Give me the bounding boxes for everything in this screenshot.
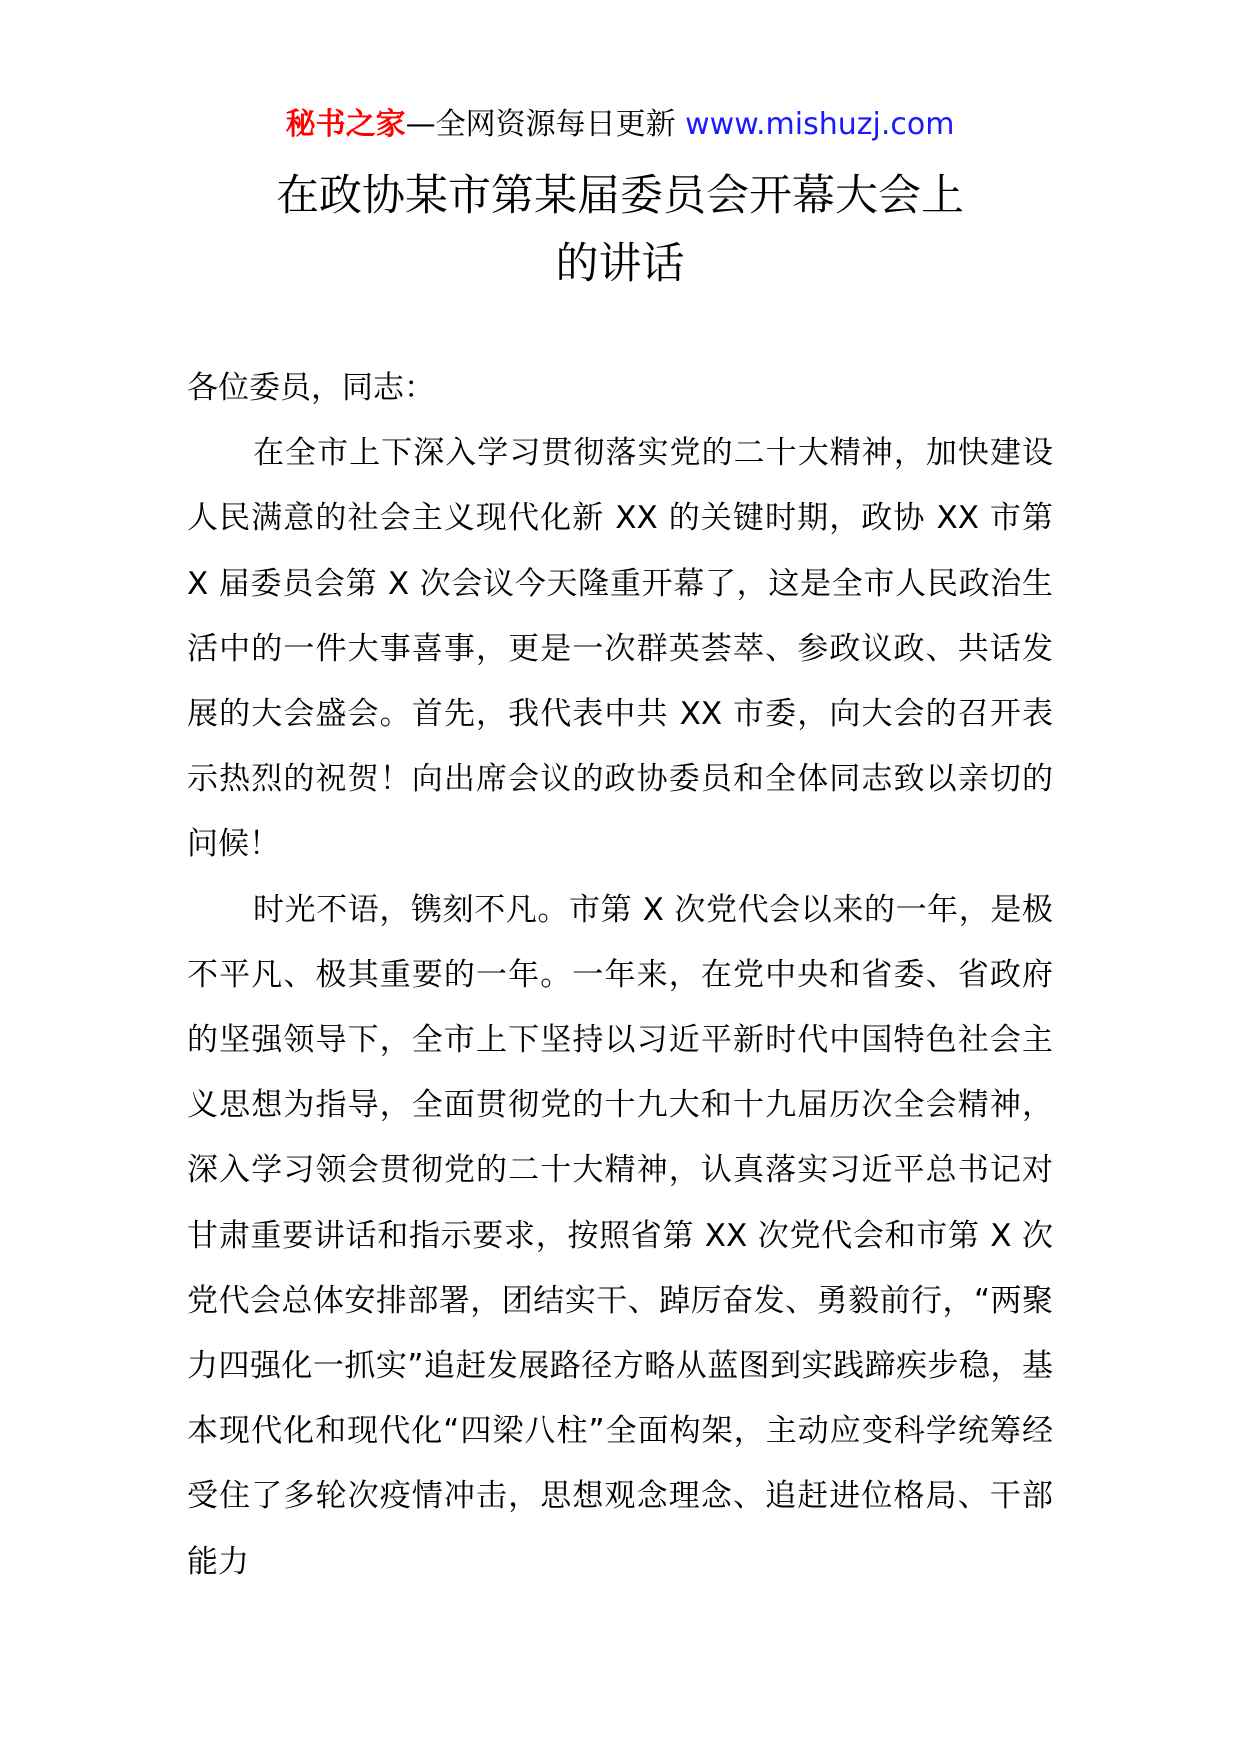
document-body <box>187 356 1053 1595</box>
title-line-2: 的讲话 <box>555 239 685 289</box>
paragraph-2: 时光不语，镌刻不凡。市第 X 次党代会以来的一年，是极不平凡、极其重要的一年。一年来，在党中央和省委、省政府的坚强领导下，全市上下坚持以习近平新时代中国特色社会主义思想为指导，全面贯彻党的十九大和十九届历次全会精神，深入学习领会贯彻党的二十大精神，认真落实习近平总书记对甘肃重要讲话和指示要求，按照省第 XX 次党代会和市第 X 次党代会总体安排部署，团结实干、踔厉奋发、勇毅前行，“两聚力四强化一抓实”追赶发展路径方略从蓝图到实践蹄疾步稳，基本现代化和现代化“四梁八柱”全面构架，主动应变科学统筹经受住了多轮次疫情冲击，思想观念理念、追赶进位格局、干部能力 <box>187 891 1053 1580</box>
brand-name: 秘书之家 <box>285 107 406 142</box>
header-tagline: —全网资源每日更新 <box>405 107 676 142</box>
salutation: 各位委员，同志： <box>187 370 435 406</box>
document-title <box>0 162 1240 298</box>
title-line-1: 在政协某市第某届委员会开幕大会上 <box>276 171 964 221</box>
site-url-link[interactable]: www.mishuzj.com <box>685 107 955 142</box>
site-header <box>0 100 1240 150</box>
paragraph-1: 在全市上下深入学习贯彻落实党的二十大精神，加快建设人民满意的社会主义现代化新 XX 的关键时期，政协 XX 市第 X 届委员会第 X 次会议今天隆重开幕了，这是全市人民政治生活中的一件大事喜事，更是一次群英荟萃、参政议政、共话发展的大会盛会。首先，我代表中共 XX 市委，向大会的召开表示热烈的祝贺！向出席会议的政协委员和全体同志致以亲切的问候！ <box>187 435 1053 863</box>
